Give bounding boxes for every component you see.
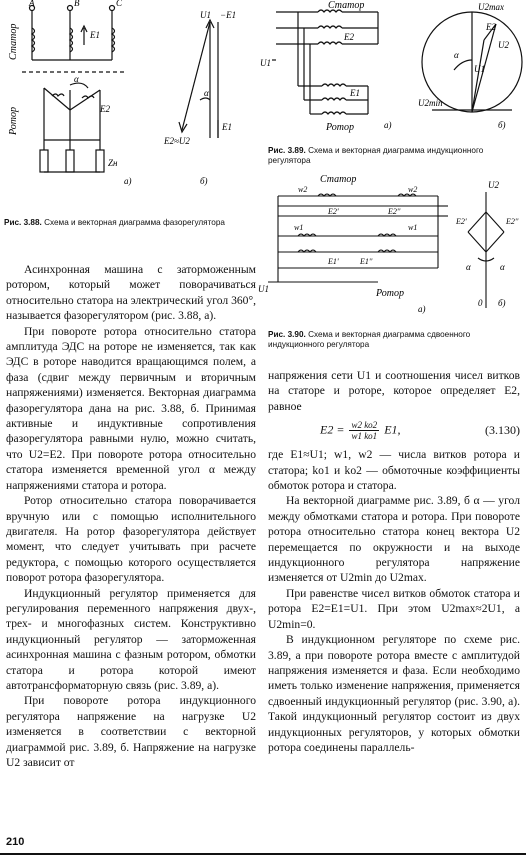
label-U1-vec: U1 <box>474 64 485 74</box>
caption-3-90 <box>268 330 520 350</box>
label-E2pp-a: E2'' <box>388 207 401 216</box>
equation-number: (3.130) <box>485 423 520 438</box>
label-a-89: а) <box>384 120 392 130</box>
label-rotor-89: Ротор <box>326 122 354 133</box>
caption-text-90: Схема и векторная диаграмма сдвоенного индукционного регулятора <box>268 330 471 349</box>
label-E1: E1 <box>90 30 100 40</box>
equation-body <box>320 420 401 441</box>
paragraph: При повороте ротора относительно статора амплитуда ЭДС на роторе не изменяется, так как ЭДС в роторе наводится вращающимся полем, а фаза (сдвиг между первичным и вторичным напряжениями) изменяется. Векторная диаграмма фазорегулятора дана на рис. 3.88, б. Принимая активные и индуктивные сопротивления фазорегулятора равными нулю, можно считать, что U2=E2. При повороте ротора относительно статора изменяется временной угол α между напряжениями статора и ротора. <box>6 324 256 492</box>
label-U2-90: U2 <box>488 180 499 190</box>
paragraph: При равенстве чисел витков обмоток статора и ротора E2=E1=U1. При этом U2max≈2U1, а U2min=0. <box>268 586 520 631</box>
label-rotor-90: Ротор <box>376 288 404 299</box>
label-U1-90: U1 <box>258 284 269 294</box>
label-E1-89: E1 <box>350 88 360 98</box>
label-w2-b: w2 <box>408 185 418 194</box>
paragraph: напряжения сети U1 и соотношения чисел витков на статоре и роторе, которое определяет E2, равное <box>268 369 520 413</box>
label-E1p: E1' <box>328 257 339 266</box>
label-E2p-vec: E2' <box>456 217 467 226</box>
equation-lhs: E2 = <box>320 422 345 437</box>
label-B: B <box>74 0 80 8</box>
label-E1-b: E1 <box>222 122 232 132</box>
label-A: A <box>29 0 35 8</box>
label-a-90: а) <box>418 304 426 314</box>
paragraph: При повороте ротора индукционного регулятора напряжение на нагрузке U2 изменяется в соответствии с векторной диаграммой рис. 3.89, б. Напряжение на нагрузке U2 зависит от <box>6 694 256 769</box>
caption-3-88 <box>4 218 249 228</box>
caption-text-89: Схема и векторная диаграмма индукционного регулятора <box>268 146 484 165</box>
label-b-90: б) <box>498 298 506 308</box>
label-C: C <box>116 0 123 8</box>
label-E2: E2 <box>100 104 110 114</box>
equation-fraction <box>349 420 379 441</box>
label-U1-89: U1 <box>260 58 271 68</box>
label-alpha-90-b: α <box>500 262 505 272</box>
label-w1-b: w1 <box>408 223 418 232</box>
label-U2min: U2min <box>418 98 443 108</box>
caption-number-89: Рис. 3.89. <box>268 146 306 155</box>
right-column <box>268 368 520 755</box>
paragraph: На векторной диаграмме рис. 3.89, б α — угол между обмотками статора и ротора. При повороте ротора относительно статора конец вектора U2 перемещается по окружности и на выходе индукционного регулятора напряжение изменяется от U2min до U2max. <box>268 494 520 585</box>
label-alpha-b: α <box>204 88 209 98</box>
label-rotor: Ротор <box>8 107 19 135</box>
label-Zn: Zн <box>108 158 118 168</box>
caption-text: Схема и векторная диаграмма фазорегулятора <box>44 218 225 227</box>
label-b: б) <box>200 176 208 186</box>
equation-3-130 <box>268 420 520 441</box>
bottom-rule <box>0 853 526 855</box>
figure-3-90 <box>258 172 524 322</box>
equation-rhs: E1, <box>384 422 401 437</box>
figure-3-88-drawing <box>4 0 254 200</box>
label-E2pp-vec: E2'' <box>506 217 519 226</box>
label-E1pp: E1'' <box>360 257 373 266</box>
page-number: 210 <box>6 836 25 848</box>
equation-denominator: w1 kо1 <box>351 431 378 442</box>
label-b-89: б) <box>498 120 506 130</box>
label-E2-vec: E2 <box>486 22 496 32</box>
label-U2max: U2max <box>478 2 504 12</box>
paragraph: Ротор относительно статора поворачивается вручную или с помощью исполнительного двигателя. На ротор фазорегулятора действует момент, что следует учитывать при расчете редуктора, с помощью которого осуществляется поворот ротора фазорегулятора. <box>6 494 256 585</box>
left-column <box>6 262 256 770</box>
figure-3-90-drawing <box>258 172 524 322</box>
label-alpha-90-a: α <box>466 262 471 272</box>
figure-3-89-drawing <box>258 0 524 145</box>
figure-3-88 <box>4 0 254 200</box>
label-stator-90: Статор <box>320 174 357 185</box>
paragraph: В индукционном регуляторе по схеме рис. 3.89, а при повороте ротора вместе с амплитудой напряжения изменяется и фаза. Если необходимо иметь только изменение напряжения, применяется сдвоенный индукционный регулятор (рис. 3.90, а). Такой индукционный регулятор состоит из двух индукционных регуляторов, у которых обмотки ротора соединены параллель- <box>268 633 520 754</box>
paragraph: Асинхронная машина с заторможенным ротором, который может поворачиваться относительно статора на электрический угол 360°, называется фазорегулятором (рис. 3.88, а). <box>6 263 256 323</box>
caption-number-90: Рис. 3.90. <box>268 330 306 339</box>
label-E2p: E2' <box>328 207 339 216</box>
label-U2: U2 <box>498 40 509 50</box>
label-stator: Статор <box>8 23 19 60</box>
label-w2-a: w2 <box>298 185 308 194</box>
label-w1-a: w1 <box>294 223 304 232</box>
label-zero: 0 <box>478 298 483 308</box>
label-E2-89: E2 <box>344 32 354 42</box>
paragraph: Индукционный регулятор применяется для регулирования переменного напряжения двух-, трех- и многофазных систем. Конструктивно индукционный регулятор — заторможенная асинхронная машина с фазным ротором, обмотки статора и ротора которой имеют автотрансформаторную связь (рис. 3.89, а). <box>6 586 256 692</box>
label-E2-U2: E2≈U2 <box>164 136 190 146</box>
label-alpha: α <box>74 74 79 84</box>
label-stator-89: Статор <box>328 0 365 11</box>
label-minus-E1: −E1 <box>220 10 237 20</box>
figure-3-89 <box>258 0 524 145</box>
label-a: а) <box>124 176 132 186</box>
label-alpha-89: α <box>454 50 459 60</box>
equation-numerator: w2 kо2 <box>351 420 378 431</box>
caption-3-89 <box>268 146 520 166</box>
caption-number: Рис. 3.88. <box>4 218 42 227</box>
label-U1: U1 <box>200 10 211 20</box>
paragraph: где E1≈U1; w1, w2 — числа витков ротора и статора; kо1 и kо2 — обмоточные коэффициенты обмоток ротора и статора. <box>268 448 520 493</box>
